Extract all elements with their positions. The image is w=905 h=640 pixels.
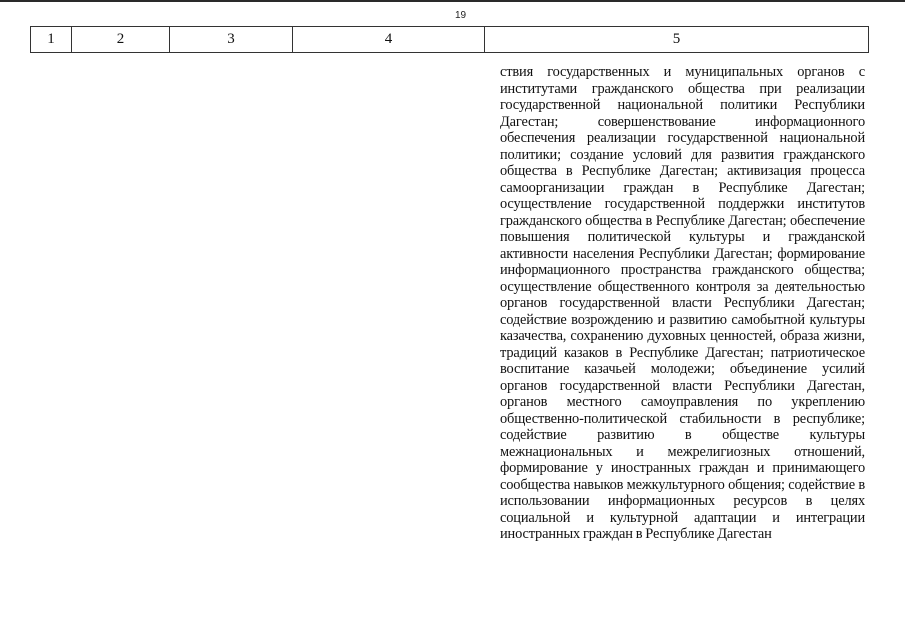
column-3-header: 3 (170, 27, 293, 53)
page-number: 19 (455, 10, 467, 21)
column-5-body-text: ствия государственных и муниципальных органов с институтами гражданского общества при реализации государственной национальной политики Республики Дагестан; совершенствование информационного обеспечения реализации государственной национальной политики; создание условий для развития гражданского общества в Республике Дагестан; активизация процесса самоорганизации граждан в Республике Дагестан; осуществление государственной поддержки институтов гражданского общества в Республике Дагестан; обеспечение повышения политической культуры и гражданской активности населения Республики Дагестан; формирование информационного пространства гражданского общества; осуществление общественного контроля за деятельностью органов государственной власти Республики Дагестан; содействие возрождению и развитию самобытной культуры казачества, сохранению духовных ценностей, образа жизни, традиций казаков в Республике Дагестан; патриотическое воспитание казачьей молодежи; объединение усилий органов государственной власти Республики Дагестан, органов местного самоуправления по укреплению общественно-политической стабильности в республике; содействие развитию в обществе культуры межнациональных и межрелигиозных отношений, формирование у иностранных граждан и принимающего сообщества навыков межкультурного общения; содействие в использовании информационных ресурсов в целях социальной и культурной адаптации и интеграции иностранных граждан в Республике Дагестан (500, 64, 865, 542)
column-number-header-table (30, 26, 869, 53)
column-4-header: 4 (293, 27, 485, 53)
column-2-header: 2 (72, 27, 170, 53)
column-1-header: 1 (31, 27, 72, 53)
header-row (31, 27, 869, 53)
top-border-rule (0, 0, 905, 2)
column-5-header: 5 (485, 27, 869, 53)
